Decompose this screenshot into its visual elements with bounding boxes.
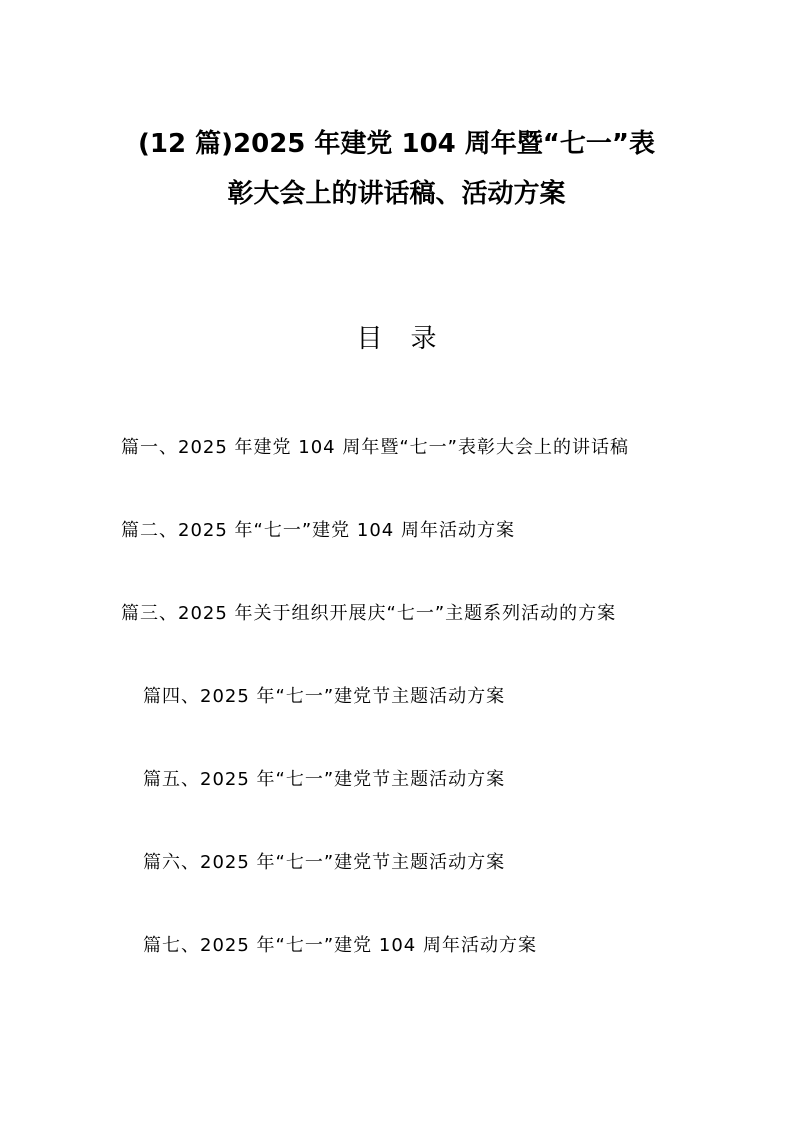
toc-heading: 目录	[356, 324, 465, 354]
toc-item-1[interactable]: 篇一、2025 年建党 104 周年暨“七一”表彰大会上的讲话稿	[121, 437, 629, 458]
toc-item-6[interactable]: 篇六、2025 年“七一”建党节主题活动方案	[143, 852, 506, 873]
toc-item-2[interactable]: 篇二、2025 年“七一”建党 104 周年活动方案	[121, 520, 515, 541]
toc-item-5[interactable]: 篇五、2025 年“七一”建党节主题活动方案	[143, 769, 506, 790]
toc-item-4[interactable]: 篇四、2025 年“七一”建党节主题活动方案	[143, 686, 506, 707]
toc-item-7[interactable]: 篇七、2025 年“七一”建党 104 周年活动方案	[143, 935, 537, 956]
toc-item-3[interactable]: 篇三、2025 年关于组织开展庆“七一”主题系列活动的方案	[121, 603, 617, 624]
document-title-line-2: 彰大会上的讲话稿、活动方案	[227, 179, 566, 209]
document-title-line-1: (12 篇)2025 年建党 104 周年暨“七一”表	[138, 129, 655, 159]
